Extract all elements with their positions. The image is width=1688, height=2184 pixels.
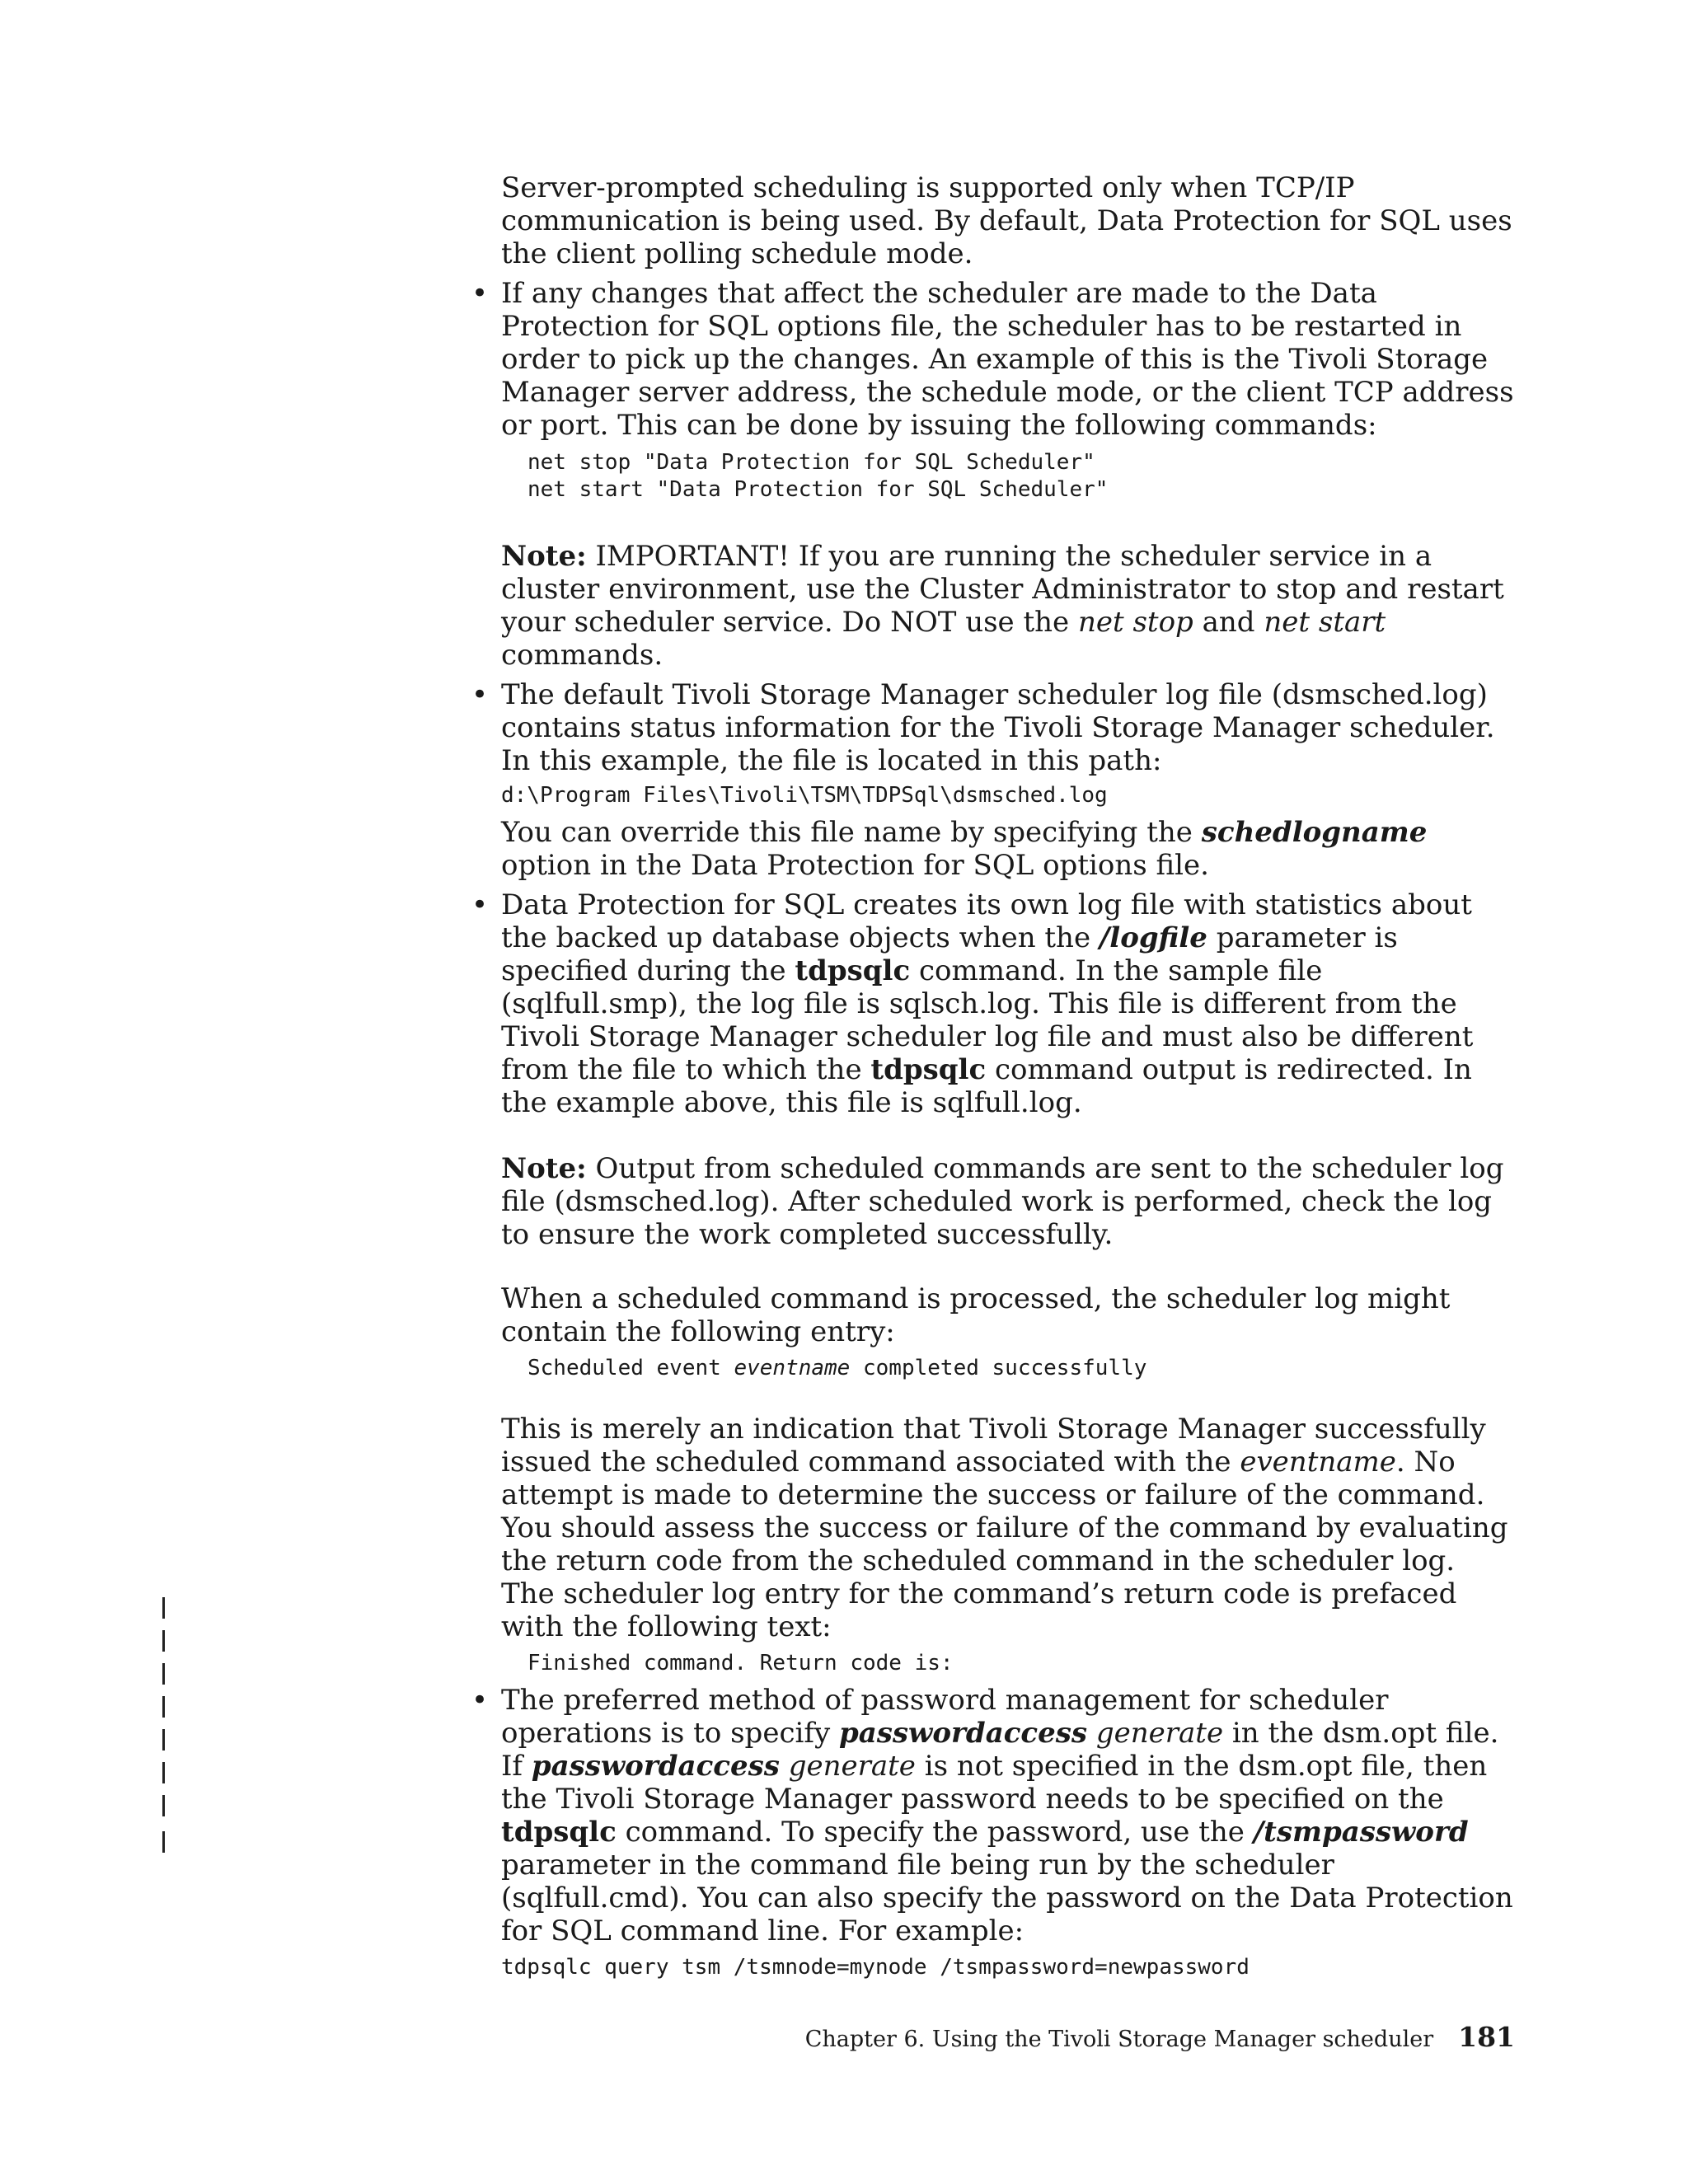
bullet-icon: • bbox=[471, 1684, 489, 1717]
list-item-text: If any changes that affect the scheduler are made to the Data Protection for SQL options file, the scheduler has to be restarted in order to pick up the changes. An example of this is the Tivoli Storage Manager server address, the schedule mode, or the client TCP address or port. This can be done by issuing the following commands: bbox=[501, 277, 1514, 442]
revision-bar bbox=[162, 1696, 165, 1718]
note-label: Note: bbox=[501, 1152, 587, 1185]
body-text bbox=[471, 171, 1515, 1981]
bullet-icon: • bbox=[471, 277, 489, 310]
revision-bar bbox=[162, 1597, 165, 1619]
list-item bbox=[471, 888, 1515, 1677]
bullet-icon: • bbox=[471, 678, 489, 711]
chapter-title: Chapter 6. Using the Tivoli Storage Manager scheduler bbox=[804, 2027, 1434, 2052]
code-line: net start "Data Protection for SQL Scheduler" bbox=[528, 477, 1109, 502]
list-item-text: The preferred method of password management for scheduler operations is to specify passwordaccess generate in the dsm.opt file. If passwordaccess generate is not specified in the dsm.opt file, then the Tivoli Storage Manager password needs to be specified on the tdpsqlc command. To specify the password, use the /tsmpassword parameter in the command file being run by the scheduler (sqlfull.cmd). You can also specify the password on the Data Protection for SQL command line. For example: bbox=[501, 1684, 1513, 1947]
list-item bbox=[471, 277, 1515, 672]
list-item-text: Data Protection for SQL creates its own log file with statistics about the backed up database objects when the /logfile parameter is specified during the tdpsqlc command. In the sample file (sqlfull.smp), the log file is sqlsch.log. This file is different from the Tivoli Storage Manager scheduler log file and must also be different from the file to which the tdpsqlc command output is redirected. In the example above, this file is sqlfull.log. bbox=[501, 888, 1474, 1119]
code-line: tdpsqlc query tsm /tsmnode=mynode /tsmpassword=newpassword bbox=[501, 1955, 1250, 1980]
bullet-icon: • bbox=[471, 888, 489, 921]
code-line: Scheduled event eventname completed successfully bbox=[528, 1356, 1147, 1380]
revision-bar bbox=[162, 1729, 165, 1750]
note-paragraph: Note: Output from scheduled commands are sent to the scheduler log file (dsmsched.log). After scheduled work is performed, check the log to ensure the work completed successfully. bbox=[501, 1152, 1504, 1251]
note-label: Note: bbox=[501, 540, 587, 573]
revision-bar bbox=[162, 1795, 165, 1816]
code-block bbox=[501, 449, 1515, 504]
code-line: Finished command. Return code is: bbox=[528, 1651, 954, 1675]
note-paragraph: Note: IMPORTANT! If you are running the scheduler service in a cluster environment, use the Cluster Administrator to stop and restart your scheduler service. Do NOT use the net stop and net start commands. bbox=[501, 540, 1504, 672]
page-number: 181 bbox=[1458, 2021, 1515, 2053]
paragraph: You can override this file name by specifying the schedlogname option in the Data Protection for SQL options file. bbox=[501, 816, 1428, 882]
list-item bbox=[471, 678, 1515, 882]
revision-bar bbox=[162, 1831, 165, 1853]
list-item bbox=[471, 1684, 1515, 1981]
list-item-text: The default Tivoli Storage Manager scheduler log file (dsmsched.log) contains status information for the Tivoli Storage Manager scheduler. In this example, the file is located in this path: bbox=[501, 678, 1495, 777]
code-line: net stop "Data Protection for SQL Scheduler" bbox=[528, 450, 1095, 475]
revision-bar bbox=[162, 1630, 165, 1652]
code-line: d:\Program Files\Tivoli\TSM\TDPSql\dsmsched.log bbox=[501, 783, 1108, 808]
paragraph: When a scheduled command is processed, the scheduler log might contain the following entry: bbox=[501, 1282, 1451, 1348]
intro-paragraph: Server-prompted scheduling is supported only when TCP/IP communication is being used. By default, Data Protection for SQL uses the client polling schedule mode. bbox=[501, 171, 1512, 270]
paragraph: This is merely an indication that Tivoli Storage Manager successfully issued the scheduled command associated with the eventname. No attempt is made to determine the success or failure of the command. You should assess the success or failure of the command by evaluating the return code from the scheduled command in the scheduler log. The scheduler log entry for the command’s return code is prefaced with the following text: bbox=[501, 1413, 1508, 1643]
revision-bar bbox=[162, 1762, 165, 1783]
revision-bar bbox=[162, 1663, 165, 1685]
page-footer bbox=[805, 2021, 1515, 2053]
